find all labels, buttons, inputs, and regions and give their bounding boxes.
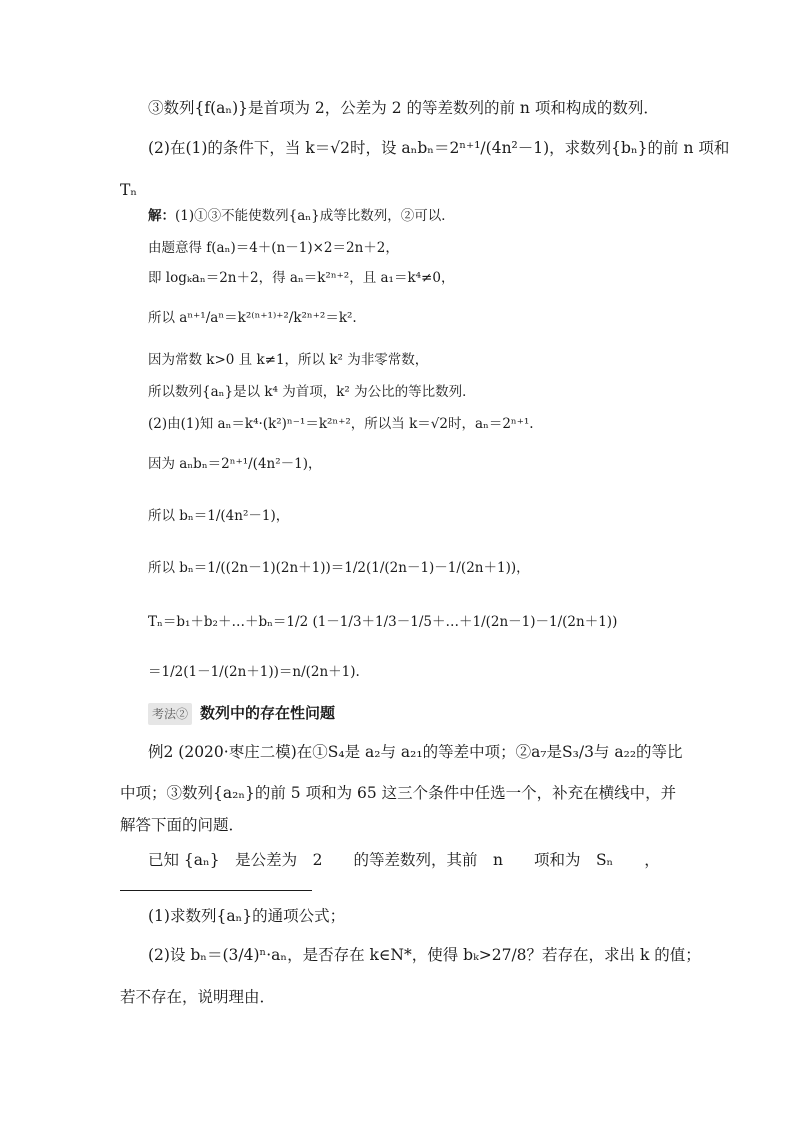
solution-line: Tₙ＝b₁＋b₂＋…＋bₙ＝1/2 (1－1/3＋1/3－1/5＋…＋1/(2n－1)－1/(2n＋1)) bbox=[148, 614, 618, 630]
solution-line bbox=[148, 206, 455, 226]
example-line: 解答下面的问题． bbox=[120, 816, 245, 834]
section-heading bbox=[148, 703, 335, 725]
solution-line: 因为 aₙbₙ＝2ⁿ⁺¹/(4n²－1)， bbox=[148, 456, 322, 472]
section-title: 数列中的存在性问题 bbox=[200, 704, 336, 722]
solution-label: 解： bbox=[148, 208, 175, 224]
example-line: (2)设 bₙ＝(3/4)ⁿ·aₙ，是否存在 k∈N*，使得 bₖ>27/8？若存在，求出 k 的值； bbox=[148, 946, 701, 964]
solution-line: ＝1/2(1－1/(2n＋1))＝n/(2n＋1). bbox=[148, 664, 360, 680]
text-line: (2)在(1)的条件下，当 k＝√2时，设 aₙbₙ＝2ⁿ⁺¹/(4n²－1)，求数列{bₙ}的前 n 项和 bbox=[148, 139, 730, 157]
example-line: (1)求数列{aₙ}的通项公式； bbox=[148, 907, 346, 925]
blank-line bbox=[120, 876, 312, 891]
solution-line: 由题意得 f(aₙ)＝4＋(n－1)×2＝2n＋2， bbox=[148, 240, 399, 256]
fill-in-blank bbox=[120, 876, 312, 896]
solution-line: 所以 bₙ＝1/(4n²－1)， bbox=[148, 508, 290, 524]
example-line: 例2 (2020·枣庄二模)在①S₄是 a₂与 a₂₁的等差中项；②a₇是S₃/3与 a₂₂的等比 bbox=[148, 743, 683, 761]
solution-line: 即 logₖaₙ＝2n＋2，得 aₙ＝k²ⁿ⁺²，且 a₁＝k⁴≠0， bbox=[148, 270, 455, 286]
example-line: 中项；③数列{a₂ₙ}的前 5 项和为 65 这三个条件中任选一个，补充在横线中，并 bbox=[120, 784, 677, 802]
solution-line: 所以数列{aₙ}是以 k⁴ 为首项，k² 为公比的等比数列． bbox=[148, 384, 476, 400]
example-line: 若不存在，说明理由． bbox=[120, 988, 276, 1006]
method-tag: 考法② bbox=[148, 703, 192, 725]
example-line: 已知 {aₙ} 是公差为 2 的等差数列，其前 n 项和为 Sₙ ， bbox=[148, 851, 660, 869]
solution-text: (1)①③不能使数列{aₙ}成等比数列，②可以． bbox=[175, 208, 455, 224]
solution-line: 因为常数 k>0 且 k≠1，所以 k² 为非零常数， bbox=[148, 352, 429, 368]
text-line: ③数列{f(aₙ)}是首项为 2，公差为 2 的等差数列的前 n 项和构成的数列． bbox=[148, 99, 659, 117]
solution-line: (2)由(1)知 aₙ＝k⁴·(k²)ⁿ⁻¹＝k²ⁿ⁺²，所以当 k＝√2时，aₙ＝2ⁿ⁺¹. bbox=[148, 416, 534, 432]
text-line: Tₙ bbox=[120, 181, 138, 199]
solution-line: 所以 aⁿ⁺¹/aⁿ＝k²⁽ⁿ⁺¹⁾⁺²/k²ⁿ⁺²＝k². bbox=[148, 310, 357, 326]
solution-line: 所以 bₙ＝1/((2n－1)(2n＋1))＝1/2(1/(2n－1)－1/(2n＋1))， bbox=[148, 560, 530, 576]
